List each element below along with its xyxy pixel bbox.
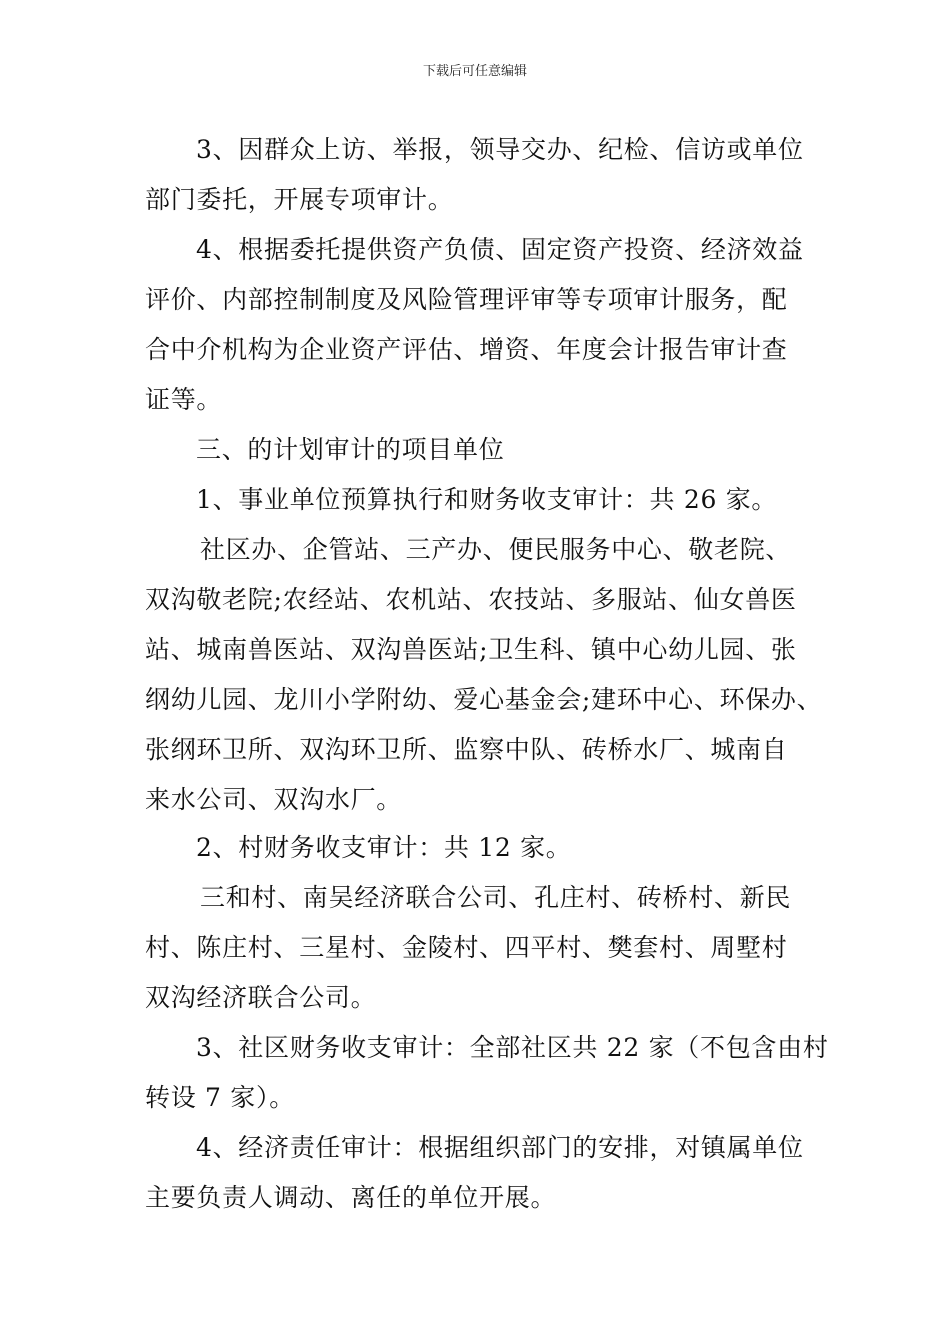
text-line: 三和村、南吴经济联合公司、孔庄村、砖桥村、新民 [200, 883, 792, 912]
text-line: 双沟敬老院;农经站、农机站、农技站、多服站、仙女兽医 [145, 585, 797, 614]
text-line: 三、的计划审计的项目单位 [196, 435, 505, 464]
text-line: 主要负责人调动、离任的单位开展。 [145, 1183, 557, 1212]
text-line: 纲幼儿园、龙川小学附幼、爱心基金会;建环中心、环保办、 [145, 685, 823, 714]
text-line: 证等。 [145, 385, 223, 414]
page-header: 下载后可任意编辑 [422, 64, 527, 79]
text-line: 社区办、企管站、三产办、便民服务中心、敬老院、 [200, 535, 792, 564]
text-line: 4、根据委托提供资产负债、固定资产投资、经济效益 [196, 235, 804, 264]
text-line: 来水公司、双沟水厂。 [145, 785, 403, 814]
text-line: 张纲环卫所、双沟环卫所、监察中队、砖桥水厂、城南自 [145, 735, 788, 764]
text-line: 站、城南兽医站、双沟兽医站;卫生科、镇中心幼儿园、张 [145, 635, 797, 664]
text-line: 评价、内部控制制度及风险管理评审等专项审计服务，配 [145, 285, 788, 314]
text-line: 2、村财务收支审计：共 12 家。 [196, 833, 572, 862]
text-line: 3、因群众上访、举报，领导交办、纪检、信访或单位 [196, 135, 804, 164]
text-line: 合中介机构为企业资产评估、增资、年度会计报告审计查 [145, 335, 788, 364]
text-line: 1、事业单位预算执行和财务收支审计：共 26 家。 [196, 485, 778, 514]
text-line: 部门委托，开展专项审计。 [145, 185, 454, 214]
text-line: 双沟经济联合公司。 [145, 983, 377, 1012]
text-line: 4、经济责任审计：根据组织部门的安排，对镇属单位 [196, 1133, 804, 1162]
text-line: 3、社区财务收支审计：全部社区共 22 家（不包含由村 [196, 1033, 829, 1062]
text-line: 村、陈庄村、三星村、金陵村、四平村、樊套村、周墅村 [145, 933, 788, 962]
text-line: 转设 7 家）。 [145, 1083, 295, 1112]
